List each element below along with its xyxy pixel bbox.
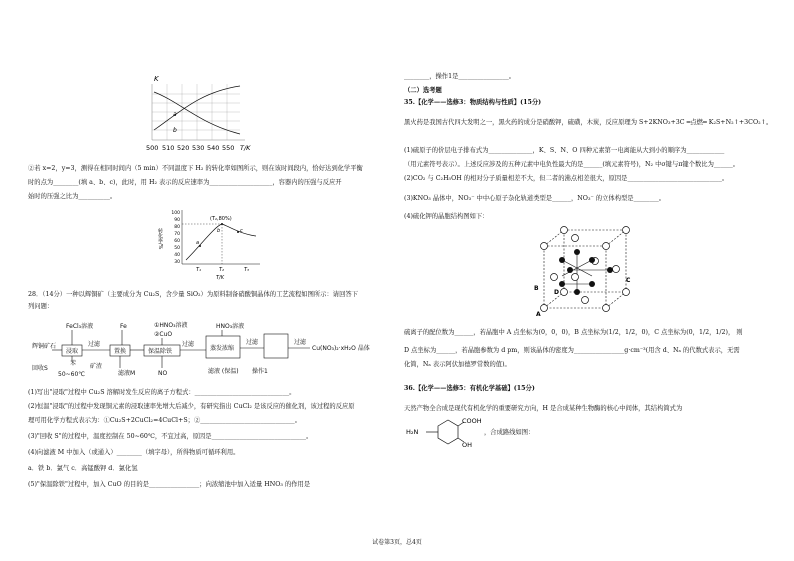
curve-b-label: b [173, 127, 177, 134]
flow-arrow1: 过滤 [88, 341, 101, 348]
q28-continued: ________，操作1是________________。 [404, 73, 516, 80]
q28-sub-4-options: a．铁 b．氯气 c．高锰酸钾 d．氯化氢 [28, 465, 138, 472]
x-tick: 520 [177, 144, 190, 152]
flow-reagent3a: ①HNO₃溶液 [154, 322, 188, 329]
y-tick: 30 [174, 260, 180, 265]
flow-box2-label: 置换 [114, 348, 127, 355]
flow-filtrate: 滤液M [118, 370, 136, 377]
q35-after-2: D 点坐标为______，若晶胞参数为 d pm，则该晶体的密度为________________g·cm⁻³(用含 d、Nₐ 的代数式表示，无需 [404, 347, 740, 354]
flow-box3-label: 保温除铁 [148, 348, 173, 355]
y-tick: 50 [174, 246, 180, 251]
process-flowchart [30, 318, 370, 380]
flow-reagent1: FeCl₃溶液 [66, 323, 94, 330]
x-tick: T₂ [219, 267, 225, 273]
section-heading: （二）选考题 [404, 87, 442, 94]
q35-line-2: (1)硫原子的价层电子排布式为______________，K、S、N、O 四种元素第一电离能从大到小的顺序为____________ [404, 147, 725, 154]
q36-title: 36.【化学——选修5：有机化学基础】(15分) [404, 385, 535, 392]
q35-line-6: (4)硫化钾的晶胞结构图如下： [404, 213, 489, 220]
flow-residue: 回收S [32, 365, 48, 372]
flow-box5-label: 操作1 [252, 368, 268, 375]
q28-intro-2: 列问题： [28, 303, 54, 310]
peak-label: (T₂,80%) [210, 216, 232, 222]
point-c-label: C [626, 277, 631, 284]
molecule-structure [404, 416, 484, 452]
x-axis-label: T/K [216, 275, 225, 281]
flow-ore: 矿渣 [90, 363, 103, 370]
q2-line-1: ②若 x=2，y=3，测得在相同时间内（5 min）不同温度下 H₂ 的转化率如图所示，则在该时间段内，恰好达到化学平衡 [28, 165, 363, 172]
q36-tail: ，合成路线如图： [484, 429, 535, 436]
q35-after-1: 硫离子的配位数为______，若晶胞中 A 点坐标为(0，0，0)，B 点坐标为(1/2，1/2，0)，C 点坐标为(0，1/2，1/2)， 则 [404, 329, 743, 336]
flow-reagent3b: ②CuO [154, 331, 173, 338]
x-tick: 540 [207, 144, 220, 152]
q35-line-5: (3)KNO₃ 晶体中，NO₃⁻ 中中心原子杂化轨道类型是______，NO₃⁻ 的立体构型是________。 [404, 195, 666, 202]
point-a-label: A [536, 311, 541, 318]
page-footer: 试卷第3页，总4页 [372, 539, 422, 546]
carboxyl-group: COOH [462, 417, 482, 425]
point-b: b [217, 228, 221, 234]
q28-intro-1: 28．（14分）一种以辉铜矿（主要成分为 Cu₂S，含少量 SiO₂）为原料制备硝酸铜晶体的工艺流程如图所示：请回答下 [28, 291, 358, 298]
flow-arrow3: 过滤 [246, 339, 259, 346]
y-tick: 80 [174, 225, 180, 230]
q28-sub-2a: (2)恒温"浸取"的过程中发现铜元素的浸取速率先增大后减少，有研究指出 CuCl₂ 是该反应的催化剂，该过程的反应原 [28, 403, 355, 410]
point-c: c [240, 228, 243, 234]
flow-box4-label: 蒸发浓缩 [210, 345, 235, 352]
flow-reagent2: Fe [120, 323, 127, 330]
q36-line-1: 天然产物全合成是现代有机化学的重要研究方向，H 是合成某种生物酶的核心中间体，其结构简式为 [404, 405, 683, 412]
flow-start: 辉铜矿石 [32, 343, 57, 350]
hydroxyl-group: OH [462, 441, 473, 449]
crystal-cell-diagram [532, 226, 642, 318]
y-axis-label: 转化率/% [157, 228, 163, 250]
q2-line-2: 时的点为________(填 a、b、c)，此时，用 H₂ 表示的反应速率为____________________，容器内的压强与反应开 [28, 179, 342, 186]
y-tick: 90 [174, 218, 180, 223]
q35-after-3: 化简，Nₐ 表示阿伏加德罗常数的值)。 [404, 361, 511, 368]
point-a: a [196, 240, 200, 246]
y-tick: 40 [174, 253, 180, 258]
flow-gas: NO [158, 370, 168, 377]
flow-under1b: 50~60℃ [58, 371, 86, 378]
q28-sub-2b: 理可用化学方程式表示为：①Cu₂S+2CuCl₂=4CuCl+S；②______________________________。 [28, 417, 302, 424]
x-tick: 530 [192, 144, 205, 152]
q35-line-1: 黑火药是我国古代四大发明之一，黑火药的成分是硝酸钾，硫磺，木炭，反应原理为 S+2KNO₃+3C ═点燃═ K₂S+N₂↑+3CO₂↑。 [404, 119, 773, 126]
equilibrium-constant-graph [140, 72, 260, 162]
x-axis-label: T/K [240, 144, 251, 152]
x-tick: 500 [146, 144, 159, 152]
conversion-rate-graph [157, 206, 280, 282]
q35-line-4: (2)CO₂ 与 C₂H₅OH 的相对分子质量相差不大，但二者的沸点相差很大，原因是______________________________。 [404, 175, 729, 182]
x-tick: 510 [162, 144, 175, 152]
curve-a-label: a [173, 111, 177, 118]
y-tick: 60 [174, 239, 180, 244]
q35-title: 35.【化学——选修3：物质结构与性质】(15分) [404, 99, 542, 106]
flow-product: Cu(NO₃)₂·xH₂O 晶体 [312, 345, 370, 352]
q28-sub-3: (3)"回收 S"的过程中，温度控制在 50~60℃，不宜过高，原因是______________________________。 [28, 433, 313, 440]
x-tick: T₃ [244, 267, 250, 273]
flow-arrow4: 过滤 [294, 339, 307, 346]
x-tick: T₁ [196, 267, 202, 273]
point-b-label: B [534, 285, 539, 292]
q28-sub-1: (1)写出"浸取"过程中 Cu₂S 溶解时发生反应的离子方程式：______________________________。 [28, 389, 296, 396]
amine-group: H₂N [406, 428, 419, 436]
point-d-label: D [554, 289, 559, 296]
q35-line-3: （用元素符号表示）。上述反应涉及的五种元素中电负性最大的是______(填元素符号)，N₂ 中σ键与π键个数比为______。 [404, 161, 740, 168]
y-tick: 100 [171, 211, 180, 216]
flow-arrow2: 过滤 [182, 341, 195, 348]
flow-under1a: 苯 [70, 360, 77, 367]
q28-sub-4: (4)向滤液 M 中加入（或通入）________（填字母），所得物质可循环利用。 [28, 449, 240, 456]
y-tick: 70 [174, 232, 180, 237]
flow-box1-label: 浸取 [66, 348, 79, 355]
x-tick: 550 [222, 144, 235, 152]
flow-under4: 滤液 (保温) [208, 368, 239, 375]
q28-sub-5: (5)"保温除铁"过程中，加入 CuO 的目的是________________；向浓缩池中加入适量 HNO₃ 的作用是 [28, 481, 311, 488]
y-axis-label: K [154, 75, 159, 83]
q2-line-3: 始时的压强之比为__________。 [28, 193, 117, 200]
flow-reagent4: HNO₃溶液 [216, 323, 245, 330]
